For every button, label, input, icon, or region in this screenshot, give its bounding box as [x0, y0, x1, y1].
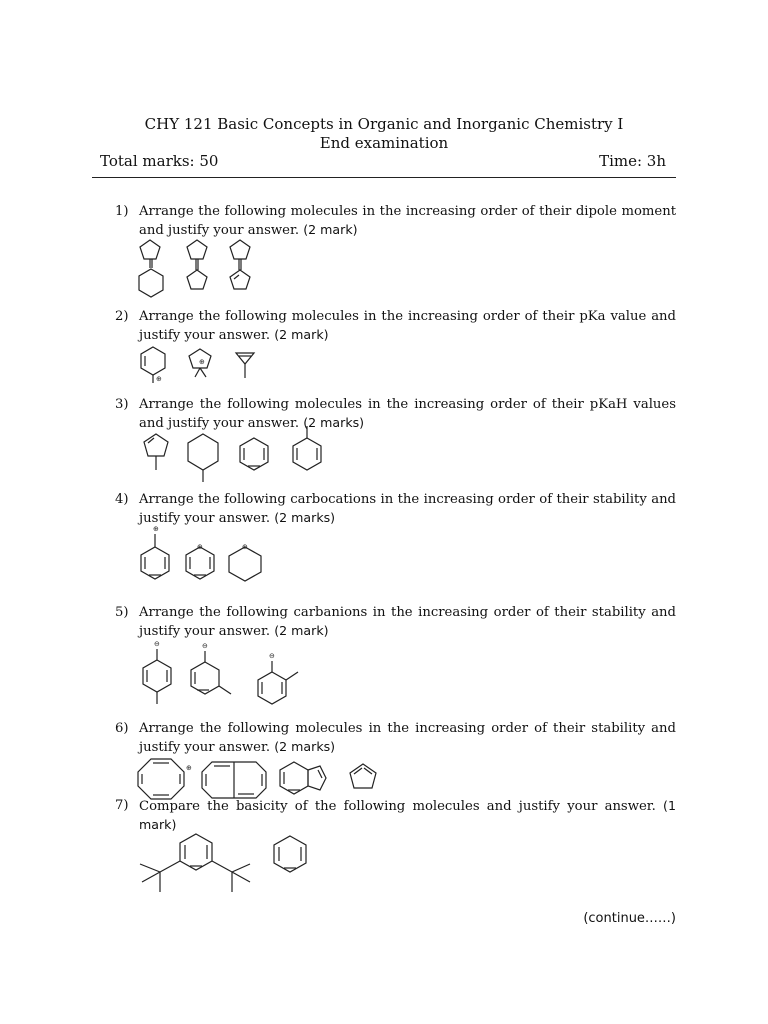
exam-meta-row: [100, 152, 666, 170]
fulvalene-structure-3: [230, 240, 250, 289]
total-marks: Total marks: 50: [100, 152, 219, 170]
question-text: Compare the basicity of the following molecules and justify your answer. (1 mark): [139, 798, 676, 832]
pyridine-structure: [274, 836, 306, 872]
ortho-methylbenzyl-anion-structure: [258, 652, 298, 704]
methylbenzene-structure: [293, 426, 321, 470]
q5-structures: [138, 640, 308, 712]
continue-note: (continue……): [583, 911, 676, 926]
q7-structures: [138, 832, 328, 898]
fulvalene-structure-2: [187, 240, 207, 289]
question-text: Arrange the following molecules in the increasing order of their pKaH values and justify your answer. (2 marks): [139, 397, 676, 431]
question-4: [115, 491, 676, 527]
question-marks: (2 marks): [274, 738, 336, 754]
question-number: 7): [115, 798, 129, 813]
cyclopentadiene-structure: [350, 764, 376, 788]
svg-text:⊖: ⊖: [269, 652, 275, 660]
cyclohexyl-cation-structure: [229, 543, 261, 581]
question-number: 5): [115, 605, 129, 620]
question-5: [115, 604, 676, 640]
question-text: Arrange the following carbanions in the increasing order of their stability and justify your answer. (2 mark): [139, 605, 676, 639]
svg-text:⊕: ⊕: [242, 543, 248, 551]
pyridinium-structure: [141, 347, 165, 383]
header-divider: [92, 177, 676, 178]
svg-text:⊕: ⊕: [197, 543, 203, 551]
question-7: [115, 797, 676, 834]
question-text: Arrange the following molecules in the increasing order of their dipole moment and justify your answer. (2 mark): [139, 204, 676, 238]
q4-structures: [138, 525, 278, 587]
exam-time: Time: 3h: [599, 152, 666, 170]
question-number: 1): [115, 204, 129, 219]
question-marks: (2 mark): [274, 326, 329, 342]
question-marks: (2 mark): [303, 221, 358, 237]
question-2: [115, 308, 676, 344]
svg-text:⊕: ⊕: [153, 525, 159, 533]
question-text: Arrange the following molecules in the increasing order of their stability and justify your answer. (2 marks): [139, 721, 676, 755]
benzyl-cation-structure: [141, 525, 169, 579]
question-number: 6): [115, 721, 129, 736]
cyclooctatetraene-cation-structure: [138, 759, 192, 799]
question-number: 2): [115, 309, 129, 324]
question-number: 4): [115, 492, 129, 507]
para-methylbenzyl-anion-structure: [143, 640, 171, 704]
question-marks: (2 marks): [274, 509, 336, 525]
q2-structures: [140, 345, 270, 390]
question-text: Arrange the following molecules in the increasing order of their pKa value and justify your answer. (2 mark): [139, 309, 676, 343]
question-6: [115, 720, 676, 756]
question-number: 3): [115, 397, 129, 412]
svg-text:⊕: ⊕: [199, 358, 205, 366]
question-marks: (2 mark): [274, 622, 329, 638]
indene-structure: [280, 762, 326, 794]
pyridine-structure: [240, 438, 268, 470]
q1-structures: [138, 238, 268, 302]
fulvalene-structure-1: [139, 240, 163, 297]
svg-text:⊖: ⊖: [202, 642, 208, 650]
question-text: Arrange the following carbocations in the increasing order of their stability and justify your answer. (2 marks): [139, 492, 676, 526]
question-marks: (1 mark): [139, 798, 676, 832]
q3-structures: [140, 432, 340, 484]
phenyl-cation-structure: [186, 543, 214, 579]
question-3: [115, 396, 676, 432]
svg-text:⊖: ⊖: [154, 640, 160, 648]
pyrrolium-structure: [189, 349, 211, 377]
svg-text:⊕: ⊕: [186, 764, 192, 772]
di-tert-butylpyridine-structure: [140, 834, 250, 892]
question-marks: (2 marks): [303, 414, 365, 430]
pyrrole-structure: [144, 434, 168, 470]
meta-methylbenzyl-anion-structure: [191, 642, 231, 694]
cyclopropene-structure: [236, 353, 254, 378]
svg-text:⊕: ⊕: [156, 375, 162, 383]
course-title: CHY 121 Basic Concepts in Organic and Inorganic Chemistry I: [144, 115, 624, 133]
exam-name: End examination: [319, 134, 449, 152]
piperidine-structure: [188, 434, 218, 482]
naphthalene-like-structure: [202, 762, 266, 798]
question-1: [115, 203, 676, 239]
